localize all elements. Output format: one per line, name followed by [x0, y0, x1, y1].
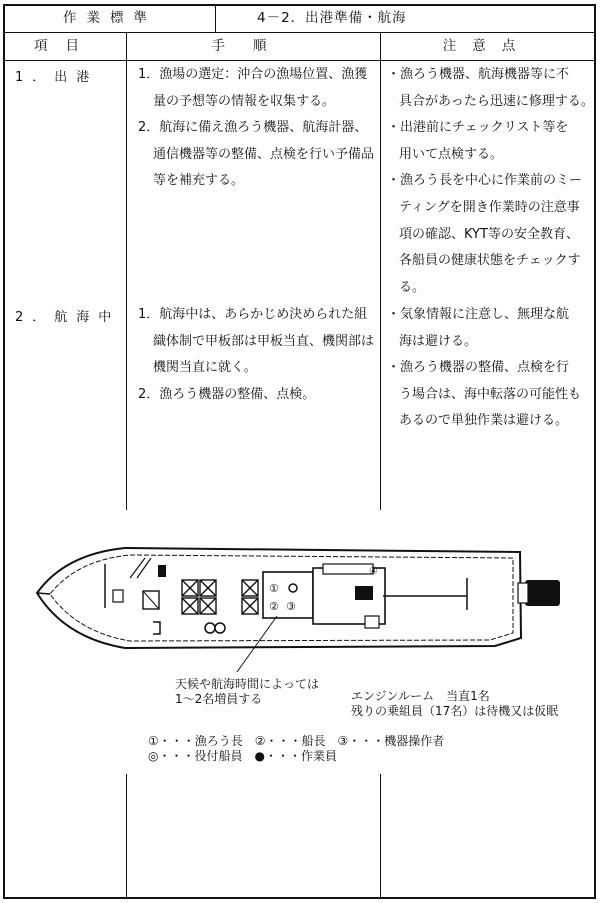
procedure-line: 1．航海中は、あらかじめ決められた組 [138, 307, 368, 322]
caution-line: 具合があったら迅速に修理する。 [399, 93, 594, 109]
increase-note-line-1: 天候や航海時間によっては [175, 677, 320, 691]
column-header-divider [5, 60, 594, 61]
caution-line: ・気象情報に注意し、無理な航 [387, 307, 570, 322]
row-1-item: 1．出港 [15, 70, 99, 85]
caution-line: ・漁ろう機器、航海機器等に不 [387, 67, 570, 82]
column-header-item: 項目 [34, 38, 97, 54]
engine-note-line-2: 残りの乗組員（17名）は待機又は仮眠 [351, 704, 559, 718]
marker-3: ③ [286, 600, 296, 613]
work-standard-sheet [3, 4, 596, 899]
bow-point [37, 593, 50, 594]
procedure-line: 織体制で甲板部は甲板当直、機関部は [153, 333, 375, 349]
column-divider-1-lower [126, 774, 127, 897]
caution-line: あるので単独作業は避ける。 [399, 413, 569, 429]
increase-note-line-2: 1～2名増員する [175, 692, 263, 706]
section-title: 4－2．出港準備・航海 [257, 10, 407, 26]
vessel-layout-diagram [5, 538, 594, 698]
fish-hold-grid [182, 580, 258, 614]
caution-line: ティングを開き作業時の注意事 [399, 199, 580, 215]
caution-line: ・出港前にチェックリスト等を [387, 120, 569, 136]
mast-base [113, 590, 123, 602]
row-2-procedure [138, 302, 374, 408]
caution-line: 各船員の健康状態をチェックす [399, 253, 581, 269]
row-1-caution [387, 62, 594, 301]
row-2-caution [387, 302, 581, 435]
caution-line: ・漁ろう機器の整備、点検を行 [387, 360, 570, 376]
pointer-line [237, 616, 277, 672]
procedure-line: 1．漁場の選定：沖合の漁場位置、漁獲 [138, 67, 368, 82]
engine-note-line-1: エンジンルーム 当直1名 [351, 689, 490, 703]
header-divider [5, 32, 594, 33]
procedure-line: 量の予想等の情報を収集する。 [153, 93, 336, 109]
caution-line: ・漁ろう長を中心に作業前のミー [387, 173, 583, 189]
marker-1: ① [269, 582, 279, 595]
column-header-procedure: 手順 [211, 38, 295, 54]
caution-line: る。 [399, 279, 426, 295]
row-1-procedure [138, 62, 374, 195]
procedure-line: 等を補充する。 [153, 173, 245, 189]
caution-line: う場合は、海中転落の可能性も [399, 386, 582, 402]
caution-line: 項の確認、KYT等の安全教育、 [399, 226, 579, 242]
marker-2: ② [269, 600, 279, 613]
legend-line-2: ◎・・・役付船員 ●・・・作業員 [148, 749, 337, 763]
caution-line: 海は避ける。 [399, 333, 478, 349]
procedure-line: 通信機器等の整備、点検を行い予備品 [153, 146, 375, 162]
row-2-item: 2．航海中 [15, 310, 121, 325]
procedure-line: 機関当直に就く。 [153, 360, 257, 376]
column-divider-2-lower [380, 774, 381, 897]
legend-line-1: ①・・・漁ろう長 ②・・・船長 ③・・・機器操作者 [148, 734, 445, 748]
column-divider-2 [380, 32, 381, 510]
doc-type-label: 作業標準 [63, 10, 157, 26]
procedure-line: 2．漁ろう機器の整備、点検。 [138, 386, 316, 402]
column-header-caution: 注意点 [442, 38, 532, 54]
column-divider-1 [126, 32, 127, 510]
marker-4: ④ [369, 566, 378, 577]
caution-line: 用いて点検する。 [399, 146, 504, 162]
stern-unit [525, 580, 560, 606]
title-divider [215, 6, 216, 32]
procedure-line: 2．航海に備え漁ろう機器、航海計器、 [138, 120, 368, 136]
